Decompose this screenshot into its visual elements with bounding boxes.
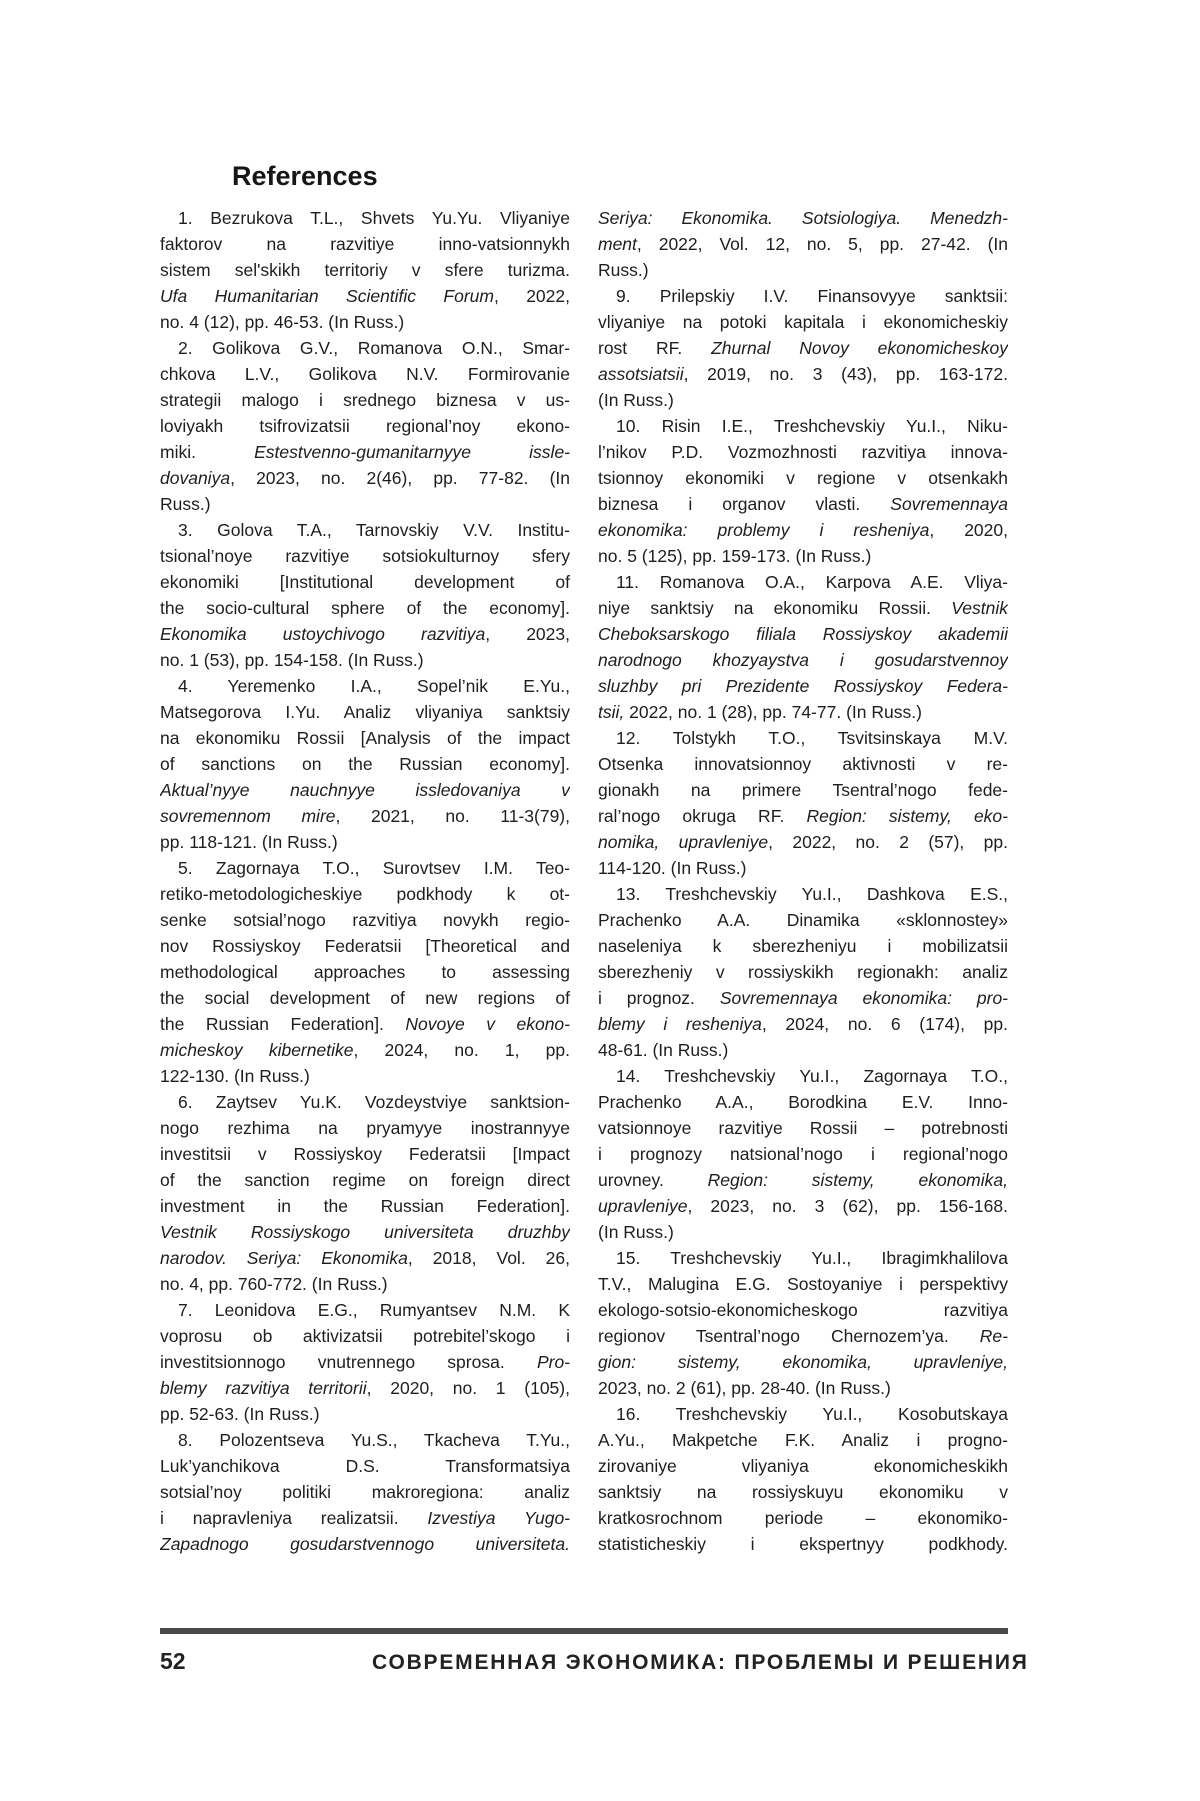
journal-name-text: blemy i resheniya [598, 1014, 762, 1034]
reference-line [160, 491, 570, 517]
reference-line [598, 1141, 1008, 1167]
journal-name-text: sovremennom mire [160, 806, 336, 826]
reference-text: 2023, no. 2 (61), pp. 28-40. (In Russ.) [598, 1378, 891, 1398]
reference-line [160, 465, 570, 491]
reference-line [160, 413, 570, 439]
reference-line [598, 387, 1008, 413]
reference-line [598, 1453, 1008, 1479]
reference-text: , 2022, Vol. 12, no. 5, pp. 27-42. (In [636, 234, 1008, 254]
reference-item [598, 881, 1008, 1063]
reference-text: sistem sel'skikh territoriy v sfere turizma. [160, 260, 570, 280]
reference-text: 4. Yeremenko I.A., Sopel’nik E.Yu., [178, 676, 570, 696]
reference-line [598, 413, 1008, 439]
reference-line [598, 1037, 1008, 1063]
reference-text: no. 5 (125), pp. 159-173. (In Russ.) [598, 546, 872, 566]
reference-text: Prachenko A.A. Dinamika «sklonnostey» [598, 910, 1008, 930]
reference-line [160, 1089, 570, 1115]
reference-text: 122-130. (In Russ.) [160, 1066, 310, 1086]
reference-line [160, 569, 570, 595]
reference-line [598, 1427, 1008, 1453]
reference-line [598, 1245, 1008, 1271]
reference-line [160, 621, 570, 647]
reference-line [160, 205, 570, 231]
reference-text: investment in the Russian Federation]. [160, 1196, 570, 1216]
reference-text: chkova L.V., Golikova N.V. Formirovanie [160, 364, 570, 384]
reference-text: , 2023, no. 2(46), pp. 77-82. (In [230, 468, 570, 488]
reference-line [598, 1167, 1008, 1193]
reference-text: rost RF. [598, 338, 712, 358]
reference-text: i napravleniya realizatsii. [160, 1508, 428, 1528]
reference-line [598, 959, 1008, 985]
reference-text: tsional’noye razvitiye sotsiokulturnoy sfery [160, 546, 570, 566]
reference-text: no. 4 (12), pp. 46-53. (In Russ.) [160, 312, 405, 332]
reference-line [598, 699, 1008, 725]
journal-name-text: ekonomika: problemy i resheniya [598, 520, 930, 540]
reference-text: Otsenka innovatsionnoy aktivnosti v re- [598, 754, 1008, 774]
reference-text: Russ.) [598, 260, 649, 280]
reference-text: 2. Golikova G.V., Romanova O.N., Smar- [178, 338, 570, 358]
journal-name-text: Ufa Humanitarian Scientific Forum [160, 286, 494, 306]
journal-name-text: Pro- [536, 1352, 570, 1372]
reference-line [598, 439, 1008, 465]
journal-name-text: tsii, [598, 702, 625, 722]
reference-text: 12. Tolstykh T.O., Tsvitsinskaya M.V. [616, 728, 1008, 748]
reference-item [598, 413, 1008, 569]
reference-line [598, 1115, 1008, 1141]
reference-text: Luk’yanchikova D.S. Transformatsiya [160, 1456, 570, 1476]
reference-line [598, 829, 1008, 855]
reference-line [598, 1297, 1008, 1323]
reference-text: 1. Bezrukova T.L., Shvets Yu.Yu. Vliyaniye [178, 208, 570, 228]
reference-line [598, 1531, 1008, 1557]
reference-item [160, 205, 570, 335]
reference-line [160, 829, 570, 855]
journal-name-text: upravleniye [598, 1196, 688, 1216]
journal-name-text: sluzhby pri Prezidente Rossiyskoy Federa- [598, 676, 1008, 696]
reference-line [160, 595, 570, 621]
journal-name-text: Aktual’nyye nauchnyye issledovaniya v [160, 780, 570, 800]
reference-item [160, 855, 570, 1089]
journal-name-text: Zhurnal Novoy ekonomicheskoy [711, 338, 1008, 358]
reference-text: (In Russ.) [598, 1222, 674, 1242]
journal-name-text: Estestvenno-gumanitarnyye issle- [254, 442, 570, 462]
reference-line [160, 881, 570, 907]
reference-line [160, 1531, 570, 1557]
reference-text: , 2019, no. 3 (43), pp. 163-172. [683, 364, 1008, 384]
references-heading: References [232, 161, 378, 191]
reference-text: Matsegorova I.Yu. Analiz vliyaniya sanktsiy [160, 702, 570, 722]
reference-line [598, 1011, 1008, 1037]
reference-line [160, 959, 570, 985]
reference-line [598, 751, 1008, 777]
journal-name-text: Vestnik [951, 598, 1008, 618]
reference-text: pp. 52-63. (In Russ.) [160, 1404, 320, 1424]
reference-line [598, 933, 1008, 959]
reference-line [598, 569, 1008, 595]
reference-item [598, 1063, 1008, 1245]
journal-name-text: Cheboksarskogo filiala Rossiyskoy akademii [598, 624, 1008, 644]
reference-text: zirovaniye vliyaniya ekonomicheskikh [598, 1456, 1008, 1476]
reference-text: statisticheskiy i ekspertnyy podkhody. [598, 1534, 1008, 1554]
reference-item [598, 569, 1008, 725]
reference-text: retiko-metodologicheskiye podkhody k ot- [160, 884, 570, 904]
reference-line [160, 1323, 570, 1349]
reference-text: nogo rezhima na pryamyye inostrannyye [160, 1118, 570, 1138]
journal-name-text: assotsiatsii [598, 364, 684, 384]
reference-item [160, 335, 570, 517]
reference-line [160, 985, 570, 1011]
reference-line [160, 1193, 570, 1219]
reference-line [598, 309, 1008, 335]
reference-line [598, 205, 1008, 231]
journal-name-text: Region: sistemy, eko- [806, 806, 1008, 826]
reference-line [598, 777, 1008, 803]
reference-line [598, 335, 1008, 361]
reference-line [160, 543, 570, 569]
reference-line [598, 1375, 1008, 1401]
reference-text: of sanctions on the Russian economy]. [160, 754, 570, 774]
reference-line [160, 1401, 570, 1427]
reference-text: 6. Zaytsev Yu.K. Vozdeystviye sanktsion- [178, 1092, 570, 1112]
reference-text: T.V., Malugina E.G. Sostoyaniye i perspektivy [598, 1274, 1008, 1294]
reference-text: methodological approaches to assessing [160, 962, 570, 982]
reference-line [160, 673, 570, 699]
reference-line [598, 803, 1008, 829]
reference-text: investitsionnogo vnutrennego sprosa. [160, 1352, 537, 1372]
reference-line [598, 1089, 1008, 1115]
reference-line [160, 335, 570, 361]
reference-line [160, 855, 570, 881]
reference-text: of the sanction regime on foreign direct [160, 1170, 570, 1190]
reference-text: , 2024, no. 1, pp. [353, 1040, 570, 1060]
reference-text: voprosu ob aktivizatsii potrebitel’skogo i [160, 1326, 570, 1346]
journal-name-text: Novoye v ekono- [405, 1014, 570, 1034]
reference-line [598, 1323, 1008, 1349]
journal-name-text: Izvestiya Yugo- [427, 1508, 570, 1528]
reference-line [160, 1297, 570, 1323]
reference-line [160, 257, 570, 283]
reference-line [160, 387, 570, 413]
reference-text: sberezheniy v rossiyskikh regionakh: analiz [598, 962, 1008, 982]
reference-text: pp. 118-121. (In Russ.) [160, 832, 338, 852]
journal-name-text: gion: sistemy, ekonomika, upravleniye, [598, 1352, 1008, 1372]
footer-rule [160, 1628, 1008, 1634]
reference-text: i prognozy natsional’nogo i regional’nogo [598, 1144, 1008, 1164]
reference-text: the Russian Federation]. [160, 1014, 406, 1034]
reference-line [160, 1349, 570, 1375]
journal-name-text: Vestnik Rossiyskogo universiteta druzhby [160, 1222, 570, 1242]
reference-text: urovney. [598, 1170, 708, 1190]
reference-text: 9. Prilepskiy I.V. Finansovyye sanktsii: [616, 286, 1008, 306]
reference-text: kratkosrochnom periode – ekonomiko- [598, 1508, 1008, 1528]
reference-line [598, 855, 1008, 881]
reference-text: no. 4, pp. 760-772. (In Russ.) [160, 1274, 388, 1294]
reference-text: ekologo-sotsio-ekonomicheskogo razvitiya [598, 1300, 1008, 1320]
reference-line [598, 1193, 1008, 1219]
reference-text: 5. Zagornaya T.O., Surovtsev I.M. Teo- [178, 858, 570, 878]
reference-line [160, 1375, 570, 1401]
reference-text: A.Yu., Makpetche F.K. Analiz i progno- [598, 1430, 1008, 1450]
reference-line [598, 907, 1008, 933]
reference-text: , 2020, no. 1 (105), [366, 1378, 570, 1398]
reference-text: no. 1 (53), pp. 154-158. (In Russ.) [160, 650, 424, 670]
reference-item [598, 283, 1008, 413]
reference-text: 7. Leonidova E.G., Rumyantsev N.M. K [178, 1300, 570, 1320]
reference-line [160, 1115, 570, 1141]
reference-line [598, 543, 1008, 569]
reference-line [160, 803, 570, 829]
reference-line [160, 283, 570, 309]
reference-text: , 2020, [929, 520, 1008, 540]
reference-line [598, 1219, 1008, 1245]
reference-text: faktorov na razvitiye inno-vatsionnykh [160, 234, 570, 254]
reference-line [160, 933, 570, 959]
reference-text: sanktsiy na rossiyskuyu ekonomiku v [598, 1482, 1008, 1502]
references-column-right [598, 205, 1008, 1557]
reference-line [160, 725, 570, 751]
reference-text: Prachenko A.A., Borodkina E.V. Inno- [598, 1092, 1008, 1112]
journal-name-text: nomika, upravleniye [598, 832, 769, 852]
reference-text: biznesa i organov vlasti. [598, 494, 891, 514]
journal-name-text: Zapadnogo gosudarstvennogo universiteta. [160, 1534, 570, 1554]
journal-name-text: Sovremennaya [890, 494, 1008, 514]
reference-text: 13. Treshchevskiy Yu.I., Dashkova E.S., [616, 884, 1008, 904]
reference-line [598, 1349, 1008, 1375]
reference-line [160, 1505, 570, 1531]
reference-item [160, 1297, 570, 1427]
reference-text: regionov Tsentral’nogo Chernozem’ya. [598, 1326, 980, 1346]
reference-text: tsionnoy ekonomiki v regione v otsenkakh [598, 468, 1008, 488]
journal-name-text: ment [598, 234, 637, 254]
reference-text: gionakh na primere Tsentral’nogo fede- [598, 780, 1008, 800]
reference-text: sotsial’noy politiki makroregiona: analiz [160, 1482, 570, 1502]
reference-line [598, 1479, 1008, 1505]
journal-name-text: Ekonomika ustoychivogo razvitiya [160, 624, 486, 644]
reference-line [598, 647, 1008, 673]
reference-text: , 2023, no. 3 (62), pp. 156-168. [687, 1196, 1008, 1216]
journal-name-text: Re- [979, 1326, 1008, 1346]
reference-text: 48-61. (In Russ.) [598, 1040, 729, 1060]
reference-text: 15. Treshchevskiy Yu.I., Ibragimkhalilova [616, 1248, 1008, 1268]
reference-text: strategii malogo i srednego biznesa v us- [160, 390, 570, 410]
reference-line [598, 491, 1008, 517]
journal-title: СОВРЕМЕННАЯ ЭКОНОМИКА: ПРОБЛЕМЫ И РЕШЕНИЯ [372, 1651, 1029, 1674]
reference-text: 10. Risin I.E., Treshchevskiy Yu.I., Niku- [616, 416, 1008, 436]
reference-line [160, 1141, 570, 1167]
reference-text: ekonomiki [Institutional development of [160, 572, 570, 592]
journal-name-text: Sovremennaya ekonomika: pro- [719, 988, 1008, 1008]
reference-item [160, 1427, 570, 1557]
reference-line [160, 1245, 570, 1271]
reference-line [160, 1063, 570, 1089]
reference-line [598, 881, 1008, 907]
reference-line [160, 1011, 570, 1037]
reference-text: nov Rossiyskoy Federatsii [Theoretical and [160, 936, 570, 956]
reference-line [160, 1479, 570, 1505]
reference-text: l’nikov P.D. Vozmozhnosti razvitiya innova- [598, 442, 1008, 462]
reference-text: 11. Romanova O.A., Karpova A.E. Vliya- [616, 572, 1008, 592]
reference-line [598, 517, 1008, 543]
reference-line [160, 1037, 570, 1063]
reference-text: 14. Treshchevskiy Yu.I., Zagornaya T.O., [616, 1066, 1008, 1086]
reference-item [598, 205, 1008, 283]
reference-line [598, 231, 1008, 257]
reference-item [598, 1245, 1008, 1401]
reference-line [160, 1271, 570, 1297]
journal-name-text: narodnogo khozyaystva i gosudarstvennoy [598, 650, 1008, 670]
reference-item [160, 673, 570, 855]
reference-line [160, 777, 570, 803]
reference-line [598, 1505, 1008, 1531]
reference-text: senke sotsial’nogo razvitiya novykh regio- [160, 910, 570, 930]
reference-line [598, 1271, 1008, 1297]
reference-text: 3. Golova T.A., Tarnovskiy V.V. Institu- [178, 520, 570, 540]
journal-name-text: Region: sistemy, ekonomika, [707, 1170, 1008, 1190]
reference-line [160, 1167, 570, 1193]
reference-line [598, 1063, 1008, 1089]
reference-line [160, 231, 570, 257]
reference-text: , 2022, [493, 286, 570, 306]
reference-item [160, 1089, 570, 1297]
reference-text: 8. Polozentseva Yu.S., Tkacheva T.Yu., [178, 1430, 570, 1450]
reference-line [598, 361, 1008, 387]
reference-text: 114-120. (In Russ.) [598, 858, 747, 878]
reference-line [598, 283, 1008, 309]
reference-text: niye sanktsiy na ekonomiku Rossii. [598, 598, 952, 618]
reference-line [160, 699, 570, 725]
reference-line [160, 439, 570, 465]
journal-name-text: micheskoy kibernetike [160, 1040, 354, 1060]
page-number: 52 [160, 1648, 186, 1674]
reference-line [160, 517, 570, 543]
reference-text: investitsii v Rossiyskoy Federatsii [Impact [160, 1144, 570, 1164]
reference-line [160, 907, 570, 933]
reference-text: ral’nogo okruga RF. [598, 806, 807, 826]
journal-name-text: Seriya: Ekonomika. Sotsiologiya. Menedzh- [598, 208, 1008, 228]
reference-item [160, 517, 570, 673]
reference-text: the social development of new regions of [160, 988, 570, 1008]
reference-line [160, 1427, 570, 1453]
reference-text: (In Russ.) [598, 390, 674, 410]
journal-name-text: dovaniya [160, 468, 231, 488]
reference-line [160, 1219, 570, 1245]
reference-text: , 2022, no. 2 (57), pp. [768, 832, 1008, 852]
reference-text: 16. Treshchevskiy Yu.I., Kosobutskaya [616, 1404, 1008, 1424]
reference-text: i prognoz. [598, 988, 720, 1008]
reference-item [598, 1401, 1008, 1557]
reference-line [598, 257, 1008, 283]
references-column-left [160, 205, 570, 1557]
reference-line [598, 725, 1008, 751]
reference-line [160, 1453, 570, 1479]
reference-text: , 2021, no. 11-3(79), [335, 806, 570, 826]
reference-text: na ekonomiku Rossii [Analysis of the impact [160, 728, 570, 748]
reference-line [598, 673, 1008, 699]
reference-line [160, 309, 570, 335]
journal-name-text: narodov. Seriya: Ekonomika [160, 1248, 408, 1268]
journal-name-text: blemy razvitiya territorii [160, 1378, 367, 1398]
reference-text: , 2018, Vol. 26, [407, 1248, 570, 1268]
reference-text: loviyakh tsifrovizatsii regional’noy ekono- [160, 416, 570, 436]
reference-line [598, 595, 1008, 621]
reference-text: vliyaniye na potoki kapitala i ekonomicheskiy [598, 312, 1008, 332]
reference-line [160, 751, 570, 777]
reference-text: the socio-cultural sphere of the economy]. [160, 598, 570, 618]
reference-text: vatsionnoye razvitiye Rossii – potrebnosti [598, 1118, 1008, 1138]
references-columns [160, 205, 1008, 1557]
reference-line [160, 647, 570, 673]
reference-line [598, 621, 1008, 647]
reference-text: Russ.) [160, 494, 211, 514]
reference-line [598, 465, 1008, 491]
reference-text: , 2024, no. 6 (174), pp. [761, 1014, 1008, 1034]
reference-text: miki. [160, 442, 255, 462]
reference-line [598, 985, 1008, 1011]
reference-text: naseleniya k sberezheniyu i mobilizatsii [598, 936, 1008, 956]
reference-item [598, 725, 1008, 881]
reference-text: 2022, no. 1 (28), pp. 74-77. (In Russ.) [624, 702, 922, 722]
reference-line [160, 361, 570, 387]
reference-text: , 2023, [485, 624, 570, 644]
reference-line [598, 1401, 1008, 1427]
